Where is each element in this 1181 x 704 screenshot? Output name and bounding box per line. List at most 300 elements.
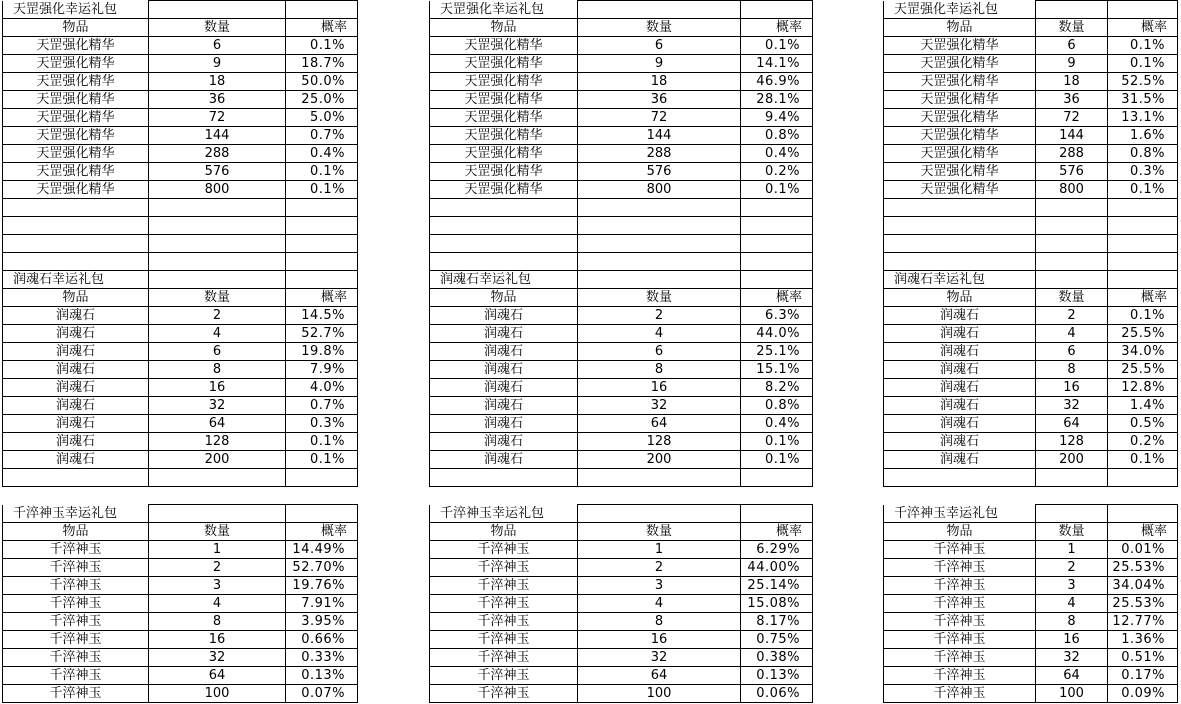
empty-cell[interactable] (884, 469, 1036, 487)
probability-cell[interactable]: 7.91% (286, 595, 358, 613)
probability-cell[interactable]: 1.4% (1108, 397, 1178, 415)
item-name-cell[interactable]: 天罡强化精华 (430, 145, 578, 163)
quantity-cell[interactable]: 576 (1036, 163, 1108, 181)
quantity-cell[interactable]: 32 (1036, 397, 1108, 415)
quantity-cell[interactable]: 576 (578, 163, 741, 181)
probability-cell[interactable]: 1.36% (1108, 631, 1178, 649)
probability-cell[interactable]: 0.1% (1108, 37, 1178, 55)
empty-cell[interactable] (741, 217, 813, 235)
quantity-cell[interactable]: 32 (149, 397, 286, 415)
item-name-cell[interactable]: 天罡强化精华 (430, 163, 578, 181)
probability-cell[interactable]: 14.49% (286, 541, 358, 559)
quantity-cell[interactable]: 1 (1036, 541, 1108, 559)
item-name-cell[interactable]: 千淬神玉 (430, 559, 578, 577)
empty-cell[interactable] (430, 235, 578, 253)
quantity-cell[interactable]: 9 (578, 55, 741, 73)
quantity-cell[interactable]: 1 (578, 541, 741, 559)
item-name-cell[interactable]: 润魂石 (430, 361, 578, 379)
empty-cell[interactable] (3, 253, 149, 271)
quantity-cell[interactable]: 2 (578, 559, 741, 577)
item-name-cell[interactable]: 千淬神玉 (430, 667, 578, 685)
empty-cell[interactable] (741, 505, 813, 523)
probability-cell[interactable]: 52.7% (286, 325, 358, 343)
header-prob[interactable]: 概率 (741, 523, 813, 541)
item-name-cell[interactable]: 润魂石 (430, 325, 578, 343)
item-name-cell[interactable]: 千淬神玉 (884, 541, 1036, 559)
empty-cell[interactable] (286, 199, 358, 217)
quantity-cell[interactable]: 16 (578, 631, 741, 649)
item-name-cell[interactable]: 润魂石 (430, 433, 578, 451)
probability-cell[interactable]: 0.8% (741, 127, 813, 145)
probability-cell[interactable]: 0.33% (286, 649, 358, 667)
probability-cell[interactable]: 46.9% (741, 73, 813, 91)
probability-cell[interactable]: 0.01% (1108, 541, 1178, 559)
probability-cell[interactable]: 15.1% (741, 361, 813, 379)
probability-cell[interactable]: 52.70% (286, 559, 358, 577)
probability-cell[interactable]: 0.4% (741, 415, 813, 433)
header-qty[interactable]: 数量 (149, 523, 286, 541)
item-name-cell[interactable]: 千淬神玉 (884, 595, 1036, 613)
empty-cell[interactable] (149, 505, 286, 523)
item-name-cell[interactable]: 天罡强化精华 (3, 73, 149, 91)
quantity-cell[interactable]: 64 (1036, 415, 1108, 433)
probability-cell[interactable]: 1.6% (1108, 127, 1178, 145)
quantity-cell[interactable]: 200 (578, 451, 741, 469)
item-name-cell[interactable]: 天罡强化精华 (884, 91, 1036, 109)
probability-cell[interactable]: 5.0% (286, 109, 358, 127)
empty-cell[interactable] (430, 469, 578, 487)
quantity-cell[interactable]: 800 (149, 181, 286, 199)
quantity-cell[interactable]: 72 (149, 109, 286, 127)
quantity-cell[interactable]: 100 (578, 685, 741, 703)
item-name-cell[interactable]: 天罡强化精华 (3, 109, 149, 127)
probability-cell[interactable]: 0.1% (1108, 307, 1178, 325)
probability-cell[interactable]: 0.09% (1108, 685, 1178, 703)
item-name-cell[interactable]: 润魂石 (3, 361, 149, 379)
probability-cell[interactable]: 31.5% (1108, 91, 1178, 109)
quantity-cell[interactable]: 2 (1036, 307, 1108, 325)
probability-cell[interactable]: 12.8% (1108, 379, 1178, 397)
quantity-cell[interactable]: 64 (149, 667, 286, 685)
empty-cell[interactable] (578, 235, 741, 253)
empty-cell[interactable] (149, 235, 286, 253)
header-item[interactable]: 物品 (884, 289, 1036, 307)
quantity-cell[interactable]: 3 (578, 577, 741, 595)
probability-cell[interactable]: 25.53% (1108, 559, 1178, 577)
empty-cell[interactable] (741, 253, 813, 271)
item-name-cell[interactable]: 天罡强化精华 (884, 73, 1036, 91)
quantity-cell[interactable]: 6 (1036, 37, 1108, 55)
item-name-cell[interactable]: 天罡强化精华 (3, 37, 149, 55)
empty-cell[interactable] (884, 199, 1036, 217)
header-item[interactable]: 物品 (430, 19, 578, 37)
item-name-cell[interactable]: 千淬神玉 (3, 667, 149, 685)
empty-cell[interactable] (1036, 271, 1108, 289)
item-name-cell[interactable]: 千淬神玉 (884, 559, 1036, 577)
item-name-cell[interactable]: 天罡强化精华 (3, 181, 149, 199)
item-name-cell[interactable]: 天罡强化精华 (3, 145, 149, 163)
item-name-cell[interactable]: 千淬神玉 (3, 595, 149, 613)
item-name-cell[interactable]: 润魂石 (3, 433, 149, 451)
header-prob[interactable]: 概率 (741, 289, 813, 307)
empty-cell[interactable] (1108, 235, 1178, 253)
quantity-cell[interactable]: 288 (149, 145, 286, 163)
item-name-cell[interactable]: 天罡强化精华 (430, 91, 578, 109)
empty-cell[interactable] (149, 469, 286, 487)
quantity-cell[interactable]: 16 (149, 379, 286, 397)
empty-cell[interactable] (1036, 1, 1108, 19)
quantity-cell[interactable]: 6 (149, 37, 286, 55)
quantity-cell[interactable]: 32 (149, 649, 286, 667)
probability-cell[interactable]: 0.1% (1108, 451, 1178, 469)
quantity-cell[interactable]: 32 (1036, 649, 1108, 667)
item-name-cell[interactable]: 千淬神玉 (430, 577, 578, 595)
header-item[interactable]: 物品 (884, 523, 1036, 541)
quantity-cell[interactable]: 64 (578, 415, 741, 433)
empty-cell[interactable] (3, 469, 149, 487)
item-name-cell[interactable]: 千淬神玉 (3, 613, 149, 631)
empty-cell[interactable] (1036, 505, 1108, 523)
empty-cell[interactable] (884, 217, 1036, 235)
quantity-cell[interactable]: 4 (578, 325, 741, 343)
header-prob[interactable]: 概率 (286, 523, 358, 541)
probability-cell[interactable]: 0.5% (1108, 415, 1178, 433)
quantity-cell[interactable]: 32 (578, 649, 741, 667)
empty-cell[interactable] (430, 217, 578, 235)
probability-cell[interactable]: 19.8% (286, 343, 358, 361)
empty-cell[interactable] (3, 235, 149, 253)
probability-cell[interactable]: 0.13% (741, 667, 813, 685)
quantity-cell[interactable]: 8 (578, 361, 741, 379)
probability-cell[interactable]: 0.3% (286, 415, 358, 433)
probability-cell[interactable]: 0.38% (741, 649, 813, 667)
probability-cell[interactable]: 0.1% (286, 451, 358, 469)
quantity-cell[interactable]: 8 (149, 613, 286, 631)
empty-cell[interactable] (430, 253, 578, 271)
empty-cell[interactable] (149, 199, 286, 217)
header-prob[interactable]: 概率 (1108, 523, 1178, 541)
table-title[interactable]: 天罡强化幸运礼包 (3, 1, 149, 19)
empty-cell[interactable] (1036, 253, 1108, 271)
probability-cell[interactable]: 0.1% (741, 433, 813, 451)
item-name-cell[interactable]: 千淬神玉 (884, 631, 1036, 649)
item-name-cell[interactable]: 润魂石 (884, 379, 1036, 397)
quantity-cell[interactable]: 64 (578, 667, 741, 685)
probability-cell[interactable]: 14.1% (741, 55, 813, 73)
header-item[interactable]: 物品 (3, 19, 149, 37)
empty-cell[interactable] (578, 199, 741, 217)
probability-cell[interactable]: 9.4% (741, 109, 813, 127)
quantity-cell[interactable]: 16 (1036, 379, 1108, 397)
probability-cell[interactable]: 0.4% (286, 145, 358, 163)
header-prob[interactable]: 概率 (1108, 289, 1178, 307)
header-prob[interactable]: 概率 (286, 19, 358, 37)
table-title[interactable]: 天罡强化幸运礼包 (884, 1, 1036, 19)
quantity-cell[interactable]: 100 (1036, 685, 1108, 703)
header-qty[interactable]: 数量 (1036, 289, 1108, 307)
empty-cell[interactable] (3, 217, 149, 235)
table-title[interactable]: 润魂石幸运礼包 (3, 271, 149, 289)
empty-cell[interactable] (578, 271, 741, 289)
empty-cell[interactable] (578, 469, 741, 487)
empty-cell[interactable] (149, 271, 286, 289)
quantity-cell[interactable]: 64 (149, 415, 286, 433)
empty-cell[interactable] (578, 217, 741, 235)
quantity-cell[interactable]: 1 (149, 541, 286, 559)
probability-cell[interactable]: 0.07% (286, 685, 358, 703)
table-title[interactable]: 千淬神玉幸运礼包 (3, 505, 149, 523)
item-name-cell[interactable]: 润魂石 (3, 451, 149, 469)
empty-cell[interactable] (741, 271, 813, 289)
probability-cell[interactable]: 0.1% (286, 37, 358, 55)
quantity-cell[interactable]: 8 (149, 361, 286, 379)
item-name-cell[interactable]: 天罡强化精华 (3, 55, 149, 73)
item-name-cell[interactable]: 润魂石 (3, 343, 149, 361)
item-name-cell[interactable]: 千淬神玉 (3, 649, 149, 667)
quantity-cell[interactable]: 4 (1036, 325, 1108, 343)
item-name-cell[interactable]: 千淬神玉 (430, 541, 578, 559)
probability-cell[interactable]: 0.8% (741, 397, 813, 415)
item-name-cell[interactable]: 天罡强化精华 (430, 127, 578, 145)
empty-cell[interactable] (286, 235, 358, 253)
quantity-cell[interactable]: 128 (578, 433, 741, 451)
quantity-cell[interactable]: 4 (578, 595, 741, 613)
probability-cell[interactable]: 0.1% (286, 163, 358, 181)
probability-cell[interactable]: 8.17% (741, 613, 813, 631)
quantity-cell[interactable]: 6 (578, 343, 741, 361)
header-prob[interactable]: 概率 (741, 19, 813, 37)
quantity-cell[interactable]: 36 (149, 91, 286, 109)
probability-cell[interactable]: 0.17% (1108, 667, 1178, 685)
header-prob[interactable]: 概率 (1108, 19, 1178, 37)
empty-cell[interactable] (578, 505, 741, 523)
item-name-cell[interactable]: 天罡强化精华 (3, 163, 149, 181)
probability-cell[interactable]: 0.7% (286, 127, 358, 145)
probability-cell[interactable]: 0.1% (741, 37, 813, 55)
quantity-cell[interactable]: 2 (578, 307, 741, 325)
probability-cell[interactable]: 19.76% (286, 577, 358, 595)
quantity-cell[interactable]: 144 (1036, 127, 1108, 145)
quantity-cell[interactable]: 9 (149, 55, 286, 73)
item-name-cell[interactable]: 千淬神玉 (430, 595, 578, 613)
empty-cell[interactable] (286, 505, 358, 523)
item-name-cell[interactable]: 润魂石 (884, 307, 1036, 325)
probability-cell[interactable]: 34.0% (1108, 343, 1178, 361)
item-name-cell[interactable]: 润魂石 (884, 343, 1036, 361)
empty-cell[interactable] (1036, 199, 1108, 217)
empty-cell[interactable] (1036, 217, 1108, 235)
quantity-cell[interactable]: 16 (1036, 631, 1108, 649)
item-name-cell[interactable]: 天罡强化精华 (3, 91, 149, 109)
probability-cell[interactable]: 0.3% (1108, 163, 1178, 181)
empty-cell[interactable] (1108, 469, 1178, 487)
probability-cell[interactable]: 0.1% (1108, 181, 1178, 199)
item-name-cell[interactable]: 润魂石 (884, 415, 1036, 433)
empty-cell[interactable] (741, 199, 813, 217)
quantity-cell[interactable]: 288 (1036, 145, 1108, 163)
item-name-cell[interactable]: 千淬神玉 (3, 685, 149, 703)
probability-cell[interactable]: 8.2% (741, 379, 813, 397)
probability-cell[interactable]: 12.77% (1108, 613, 1178, 631)
quantity-cell[interactable]: 36 (578, 91, 741, 109)
item-name-cell[interactable]: 千淬神玉 (884, 613, 1036, 631)
item-name-cell[interactable]: 千淬神玉 (430, 685, 578, 703)
item-name-cell[interactable]: 千淬神玉 (884, 667, 1036, 685)
empty-cell[interactable] (741, 235, 813, 253)
probability-cell[interactable]: 0.75% (741, 631, 813, 649)
item-name-cell[interactable]: 天罡强化精华 (884, 37, 1036, 55)
quantity-cell[interactable]: 18 (578, 73, 741, 91)
probability-cell[interactable]: 0.1% (741, 181, 813, 199)
empty-cell[interactable] (578, 1, 741, 19)
probability-cell[interactable]: 25.5% (1108, 325, 1178, 343)
empty-cell[interactable] (1108, 1, 1178, 19)
quantity-cell[interactable]: 18 (149, 73, 286, 91)
quantity-cell[interactable]: 288 (578, 145, 741, 163)
item-name-cell[interactable]: 润魂石 (884, 451, 1036, 469)
quantity-cell[interactable]: 18 (1036, 73, 1108, 91)
header-prob[interactable]: 概率 (286, 289, 358, 307)
empty-cell[interactable] (149, 217, 286, 235)
item-name-cell[interactable]: 润魂石 (884, 433, 1036, 451)
quantity-cell[interactable]: 128 (149, 433, 286, 451)
quantity-cell[interactable]: 100 (149, 685, 286, 703)
probability-cell[interactable]: 3.95% (286, 613, 358, 631)
item-name-cell[interactable]: 天罡强化精华 (430, 55, 578, 73)
header-item[interactable]: 物品 (884, 19, 1036, 37)
probability-cell[interactable]: 25.53% (1108, 595, 1178, 613)
quantity-cell[interactable]: 128 (1036, 433, 1108, 451)
item-name-cell[interactable]: 千淬神玉 (3, 631, 149, 649)
empty-cell[interactable] (1108, 271, 1178, 289)
quantity-cell[interactable]: 16 (578, 379, 741, 397)
header-qty[interactable]: 数量 (1036, 19, 1108, 37)
item-name-cell[interactable]: 润魂石 (430, 307, 578, 325)
empty-cell[interactable] (1036, 469, 1108, 487)
header-item[interactable]: 物品 (3, 289, 149, 307)
table-title[interactable]: 润魂石幸运礼包 (884, 271, 1036, 289)
quantity-cell[interactable]: 800 (1036, 181, 1108, 199)
quantity-cell[interactable]: 2 (149, 307, 286, 325)
header-qty[interactable]: 数量 (149, 289, 286, 307)
item-name-cell[interactable]: 千淬神玉 (3, 577, 149, 595)
probability-cell[interactable]: 4.0% (286, 379, 358, 397)
item-name-cell[interactable]: 千淬神玉 (884, 577, 1036, 595)
probability-cell[interactable]: 25.5% (1108, 361, 1178, 379)
item-name-cell[interactable]: 润魂石 (884, 397, 1036, 415)
item-name-cell[interactable]: 天罡强化精华 (884, 145, 1036, 163)
item-name-cell[interactable]: 润魂石 (3, 325, 149, 343)
empty-cell[interactable] (286, 469, 358, 487)
probability-cell[interactable]: 0.51% (1108, 649, 1178, 667)
probability-cell[interactable]: 0.1% (286, 433, 358, 451)
item-name-cell[interactable]: 润魂石 (430, 451, 578, 469)
empty-cell[interactable] (1036, 235, 1108, 253)
probability-cell[interactable]: 13.1% (1108, 109, 1178, 127)
empty-cell[interactable] (286, 253, 358, 271)
probability-cell[interactable]: 0.2% (1108, 433, 1178, 451)
quantity-cell[interactable]: 144 (149, 127, 286, 145)
item-name-cell[interactable]: 润魂石 (3, 379, 149, 397)
probability-cell[interactable]: 6.3% (741, 307, 813, 325)
probability-cell[interactable]: 0.7% (286, 397, 358, 415)
probability-cell[interactable]: 0.8% (1108, 145, 1178, 163)
empty-cell[interactable] (149, 1, 286, 19)
item-name-cell[interactable]: 润魂石 (3, 307, 149, 325)
header-item[interactable]: 物品 (430, 289, 578, 307)
empty-cell[interactable] (286, 1, 358, 19)
quantity-cell[interactable]: 200 (149, 451, 286, 469)
quantity-cell[interactable]: 800 (578, 181, 741, 199)
empty-cell[interactable] (1108, 217, 1178, 235)
item-name-cell[interactable]: 润魂石 (430, 343, 578, 361)
probability-cell[interactable]: 0.66% (286, 631, 358, 649)
quantity-cell[interactable]: 64 (1036, 667, 1108, 685)
empty-cell[interactable] (741, 1, 813, 19)
quantity-cell[interactable]: 2 (1036, 559, 1108, 577)
quantity-cell[interactable]: 200 (1036, 451, 1108, 469)
item-name-cell[interactable]: 润魂石 (430, 415, 578, 433)
item-name-cell[interactable]: 润魂石 (884, 361, 1036, 379)
empty-cell[interactable] (741, 469, 813, 487)
item-name-cell[interactable]: 天罡强化精华 (430, 73, 578, 91)
empty-cell[interactable] (884, 235, 1036, 253)
quantity-cell[interactable]: 8 (1036, 361, 1108, 379)
empty-cell[interactable] (1108, 199, 1178, 217)
empty-cell[interactable] (1108, 505, 1178, 523)
item-name-cell[interactable]: 千淬神玉 (884, 685, 1036, 703)
probability-cell[interactable]: 15.08% (741, 595, 813, 613)
item-name-cell[interactable]: 润魂石 (430, 379, 578, 397)
quantity-cell[interactable]: 2 (149, 559, 286, 577)
probability-cell[interactable]: 52.5% (1108, 73, 1178, 91)
item-name-cell[interactable]: 润魂石 (884, 325, 1036, 343)
item-name-cell[interactable]: 千淬神玉 (3, 541, 149, 559)
item-name-cell[interactable]: 天罡强化精华 (884, 163, 1036, 181)
probability-cell[interactable]: 6.29% (741, 541, 813, 559)
quantity-cell[interactable]: 6 (149, 343, 286, 361)
probability-cell[interactable]: 0.13% (286, 667, 358, 685)
quantity-cell[interactable]: 3 (1036, 577, 1108, 595)
quantity-cell[interactable]: 4 (149, 595, 286, 613)
header-item[interactable]: 物品 (430, 523, 578, 541)
probability-cell[interactable]: 25.0% (286, 91, 358, 109)
quantity-cell[interactable]: 6 (1036, 343, 1108, 361)
quantity-cell[interactable]: 144 (578, 127, 741, 145)
table-title[interactable]: 润魂石幸运礼包 (430, 271, 578, 289)
quantity-cell[interactable]: 4 (149, 325, 286, 343)
empty-cell[interactable] (1108, 253, 1178, 271)
item-name-cell[interactable]: 千淬神玉 (430, 613, 578, 631)
item-name-cell[interactable]: 天罡强化精华 (884, 181, 1036, 199)
probability-cell[interactable]: 0.06% (741, 685, 813, 703)
empty-cell[interactable] (884, 253, 1036, 271)
probability-cell[interactable]: 0.1% (741, 451, 813, 469)
empty-cell[interactable] (286, 217, 358, 235)
header-qty[interactable]: 数量 (578, 19, 741, 37)
quantity-cell[interactable]: 9 (1036, 55, 1108, 73)
item-name-cell[interactable]: 天罡强化精华 (3, 127, 149, 145)
item-name-cell[interactable]: 润魂石 (430, 397, 578, 415)
item-name-cell[interactable]: 天罡强化精华 (884, 127, 1036, 145)
probability-cell[interactable]: 7.9% (286, 361, 358, 379)
probability-cell[interactable]: 0.4% (741, 145, 813, 163)
item-name-cell[interactable]: 润魂石 (3, 415, 149, 433)
probability-cell[interactable]: 25.14% (741, 577, 813, 595)
quantity-cell[interactable]: 8 (578, 613, 741, 631)
quantity-cell[interactable]: 36 (1036, 91, 1108, 109)
probability-cell[interactable]: 34.04% (1108, 577, 1178, 595)
